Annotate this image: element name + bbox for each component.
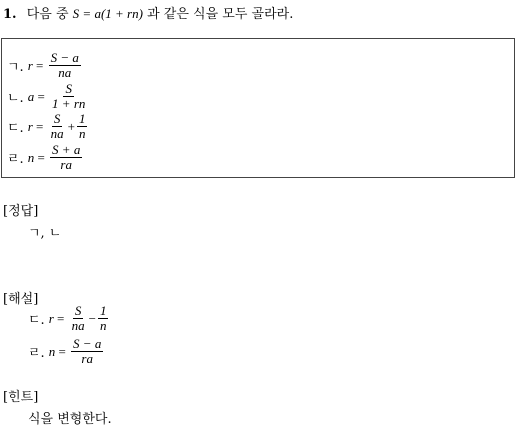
problem-equation: S = a(1 + rn) [72,6,143,21]
choice-fraction [49,112,66,141]
choice-lhs: a [27,88,35,104]
explanation-label: ㄷ. [28,313,45,328]
fraction-numerator: S − a [73,336,102,351]
choice-fraction [50,82,87,111]
choice-label: ㄱ. [7,60,24,75]
explanation-item-2: ㄹ. n = $\frac{S - a}{ra}$ [28,336,102,366]
explanation-lhs: n [48,343,56,359]
choice-lhs: n [27,149,35,165]
operator: + [67,118,75,134]
choice-label: ㄴ. [7,91,24,106]
fraction-denominator: na [71,318,85,333]
hint-heading: [힌트] [3,390,39,405]
choice-box [1,38,515,178]
explanation-heading: [해설] [3,292,39,307]
choice-fraction [50,143,82,172]
fraction-numerator: 1 [99,303,107,318]
fraction-numerator: 1 [78,111,86,126]
choice-row-3: ㄷ. r = $\frac{S}{na}$ + $\frac{1}{n}$ [7,111,86,141]
answer-heading: [정답] [3,204,39,219]
problem-text-after: 과 같은 식을 모두 골라라. [147,7,294,22]
choice-row-2: ㄴ. a = $\frac{S}{1 + rn}$ [7,81,86,111]
operator: − [88,310,96,326]
explanation-label: ㄹ. [28,346,45,361]
explanation-lhs: r [48,310,54,326]
choice-lhs: r [27,118,33,134]
choice-row-1: ㄱ. r = $\frac{S - a}{na}$ [7,50,79,80]
fraction-denominator: ra [81,351,93,366]
fraction-numerator: S + a [52,142,81,157]
problem-number: 1. [3,7,17,22]
fraction-denominator: ra [60,157,72,172]
choice-label: ㄹ. [7,152,24,167]
explanation-fraction [71,337,103,366]
choice-label: ㄷ. [7,121,24,136]
problem-text-before: 다음 중 [26,7,69,22]
choice-row-4: ㄹ. n = $\frac{S + a}{ra}$ [7,142,81,172]
explanation-fraction-2 [98,304,109,333]
explanation-fraction [70,304,87,333]
fraction-denominator: 1 + rn [52,96,86,111]
fraction-denominator: na [58,65,72,80]
fraction-denominator: na [50,126,64,141]
fraction-numerator: S [53,111,61,126]
choice-fraction [49,51,81,80]
fraction-denominator: n [78,126,86,141]
fraction-numerator: S − a [50,50,79,65]
hint-text: 식을 변형한다. [28,412,112,427]
explanation-item-1: ㄷ. r = $\frac{S}{na}$ − $\frac{1}{n}$ [28,303,107,333]
fraction-numerator: S [74,303,82,318]
choice-fraction-2 [77,112,88,141]
choice-lhs: r [27,57,33,73]
problem-statement [3,3,293,22]
fraction-numerator: S [65,81,72,96]
answer-text: ㄱ, ㄴ [28,226,62,241]
fraction-denominator: n [99,318,107,333]
